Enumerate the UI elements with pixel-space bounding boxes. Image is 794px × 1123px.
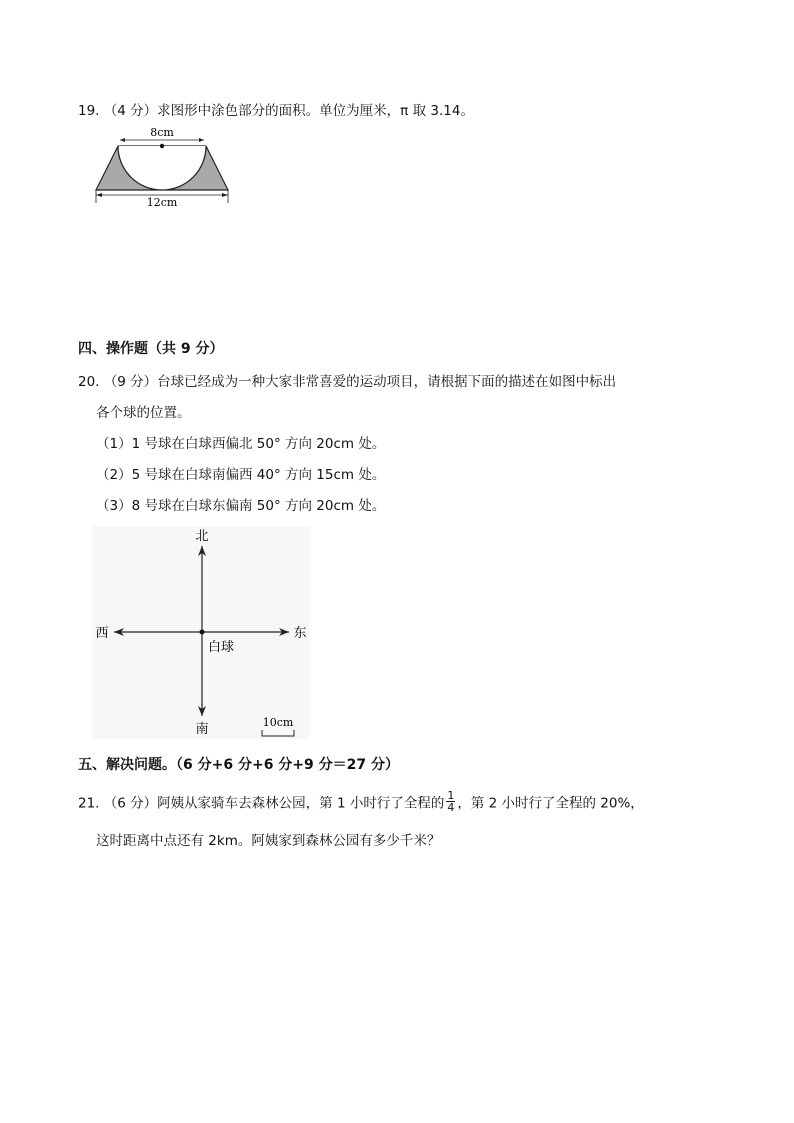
compass-figure — [92, 526, 312, 741]
question-20-line-2: 各个球的位置。 — [96, 405, 191, 421]
east-label: 东 — [293, 626, 307, 641]
top-arrow-right — [199, 138, 204, 142]
section-5-title: 五、解决问题。（6 分+6 分+6 分+9 分＝27 分） — [78, 757, 400, 773]
question-score: （6 分） — [103, 795, 158, 812]
bottom-arrow-right — [222, 193, 228, 197]
question-20-line-1 — [78, 373, 616, 391]
center-dot — [160, 144, 164, 148]
top-arrow-left — [120, 138, 125, 142]
scale-label: 10cm — [262, 716, 294, 729]
question-20-item-2: （2）5 号球在白球南偏西 40° 方向 15cm 处。 — [96, 467, 386, 483]
question-text: 台球已经成为一种大家非常喜爱的运动项目，请根据下面的描述在如图中标出 — [157, 374, 617, 390]
south-label: 南 — [195, 722, 209, 737]
question-21-line-2: 这时距离中点还有 2km。阿姨家到森林公园有多少千米？ — [96, 833, 441, 849]
question-text-after-fraction: ，第 2 小时行了全程的 20%， — [457, 795, 644, 812]
west-label: 西 — [95, 626, 109, 641]
fraction-numerator: 1 — [447, 789, 455, 802]
question-number: 21. — [78, 795, 100, 812]
bottom-dimension-label: 12cm — [146, 196, 178, 208]
north-label: 北 — [195, 529, 209, 544]
shaded-area-figure — [92, 124, 232, 208]
question-text-before-fraction: 阿姨从家骑车去森林公园，第 1 小时行了全程的 — [157, 795, 445, 812]
question-score: （4 分） — [103, 103, 158, 119]
question-20-item-1: （1）1 号球在白球西偏北 50° 方向 20cm 处。 — [96, 436, 386, 452]
question-19 — [78, 102, 474, 120]
question-21-line-1 — [78, 789, 644, 815]
question-20-item-3: （3）8 号球在白球东偏南 50° 方向 20cm 处。 — [96, 498, 386, 514]
bottom-arrow-left — [96, 193, 102, 197]
fraction-one-quarter — [446, 790, 455, 813]
white-ball-label: 白球 — [208, 640, 235, 655]
question-score: （9 分） — [103, 374, 158, 390]
top-dimension-label: 8cm — [150, 126, 174, 139]
question-number: 19. — [78, 103, 100, 119]
fraction-denominator: 4 — [447, 801, 455, 814]
section-4-title: 四、操作题（共 9 分） — [78, 341, 224, 357]
question-text: 求图形中涂色部分的面积。单位为厘米，π 取 3.14。 — [157, 103, 474, 119]
question-number: 20. — [78, 374, 100, 390]
white-ball-dot — [200, 630, 205, 635]
